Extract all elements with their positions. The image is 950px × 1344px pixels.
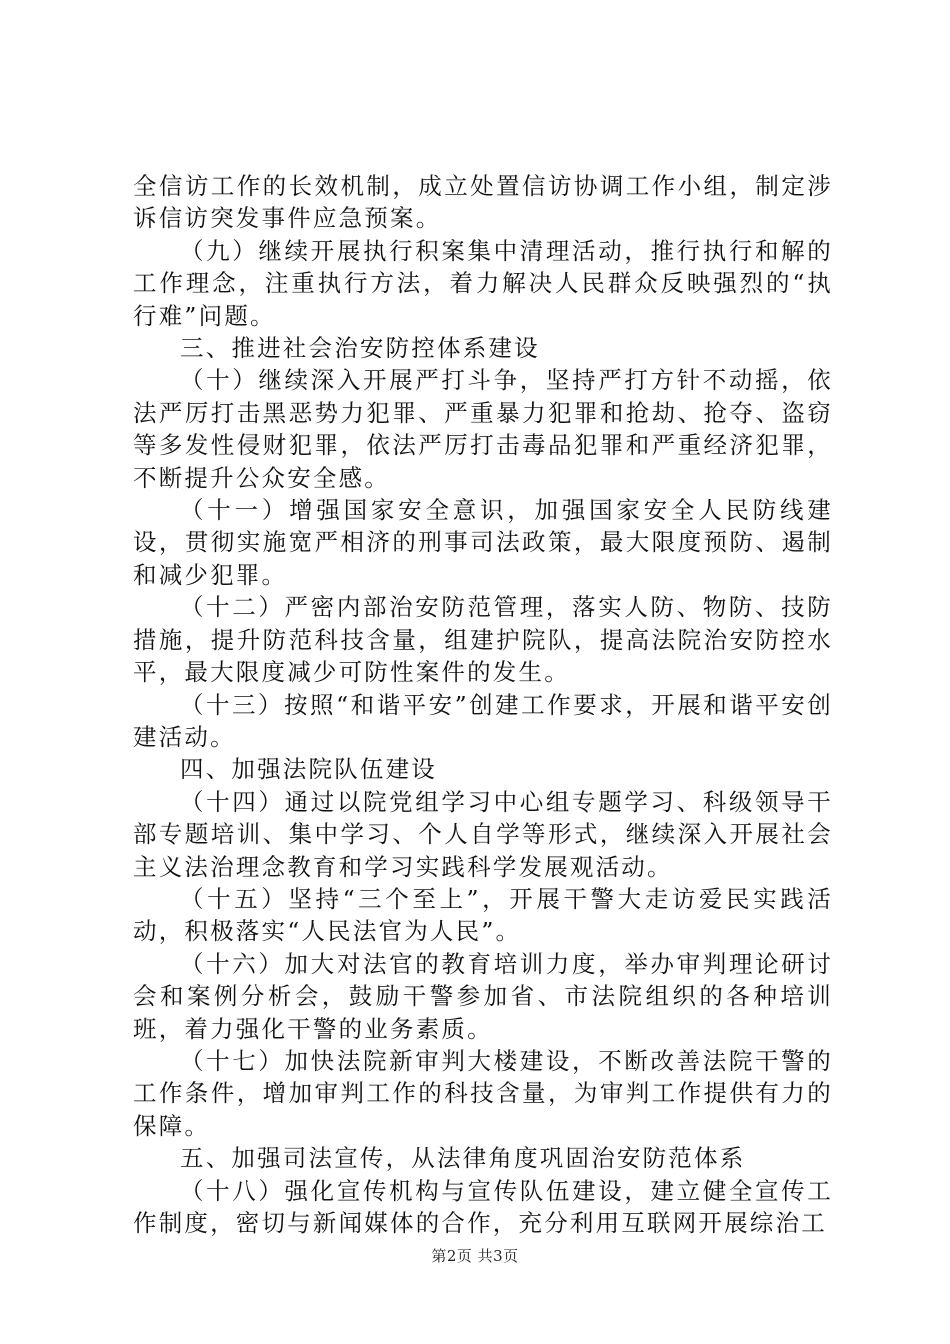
section-heading-5: 五、加强司法宣传，从法律角度巩固治安防范体系 — [180, 1144, 746, 1173]
paragraph-item-11: （十一）增强国家安全意识，加强国家安全人民防线建设，贯彻实施宽严相济的刑事司法政策，最大限度预防、遏制和减少犯罪。 — [133, 496, 833, 589]
section-heading-3: 三、推进社会治安防控体系建设 — [180, 334, 540, 363]
paragraph-item-9: （九）继续开展执行积案集中清理活动，推行执行和解的工作理念，注重执行方法，着力解决人民群众反映强烈的“执行难”问题。 — [133, 236, 833, 330]
paragraph-item-14: （十四）通过以院党组学习中心组专题学习、科级领导干部专题培训、集中学习、个人自学等形式，继续深入开展社会主义法治理念教育和学习实践科学发展观活动。 — [133, 787, 833, 881]
paragraph-item-10: （十）继续深入开展严打斗争，坚持严打方针不动摇，依法严厉打击黑恶势力犯罪、严重暴力犯罪和抢劫、抢夺、盗窃等多发性侵财犯罪，依法严厉打击毒品犯罪和严重经济犯罪，不断提升公众安全感。 — [133, 366, 833, 492]
paragraph-item-17: （十七）加快法院新审判大楼建设，不断改善法院干警的工作条件，增加审判工作的科技含量，为审判工作提供有力的保障。 — [133, 1046, 833, 1140]
paragraph-continuation: 全信访工作的长效机制，成立处置信访协调工作小组，制定涉诉信访突发事件应急预案。 — [133, 172, 833, 233]
section-heading-4: 四、加强法院队伍建设 — [180, 755, 437, 784]
paragraph-item-18: （十八）强化宣传机构与宣传队伍建设，建立健全宣传工作制度，密切与新闻媒体的合作，充分利用互联网开展综治工 — [133, 1176, 833, 1237]
page-footer: 第2页 共3页 — [431, 1247, 519, 1265]
paragraph-item-12: （十二）严密内部治安防范管理，落实人防、物防、技防措施，提升防范科技含量，组建护院队，提高法院治安防控水平，最大限度减少可防性案件的发生。 — [133, 593, 833, 687]
paragraph-item-13: （十三）按照“和谐平安”创建工作要求，开展和谐平安创建活动。 — [133, 690, 833, 751]
paragraph-item-15: （十五）坚持“三个至上”，开展干警大走访爱民实践活动，积极落实“人民法官为人民”。 — [133, 884, 833, 946]
paragraph-item-16: （十六）加大对法官的教育培训力度，举办审判理论研讨会和案例分析会，鼓励干警参加省、市法院组织的各种培训班，着力强化干警的业务素质。 — [133, 949, 833, 1043]
document-body — [133, 170, 833, 1239]
